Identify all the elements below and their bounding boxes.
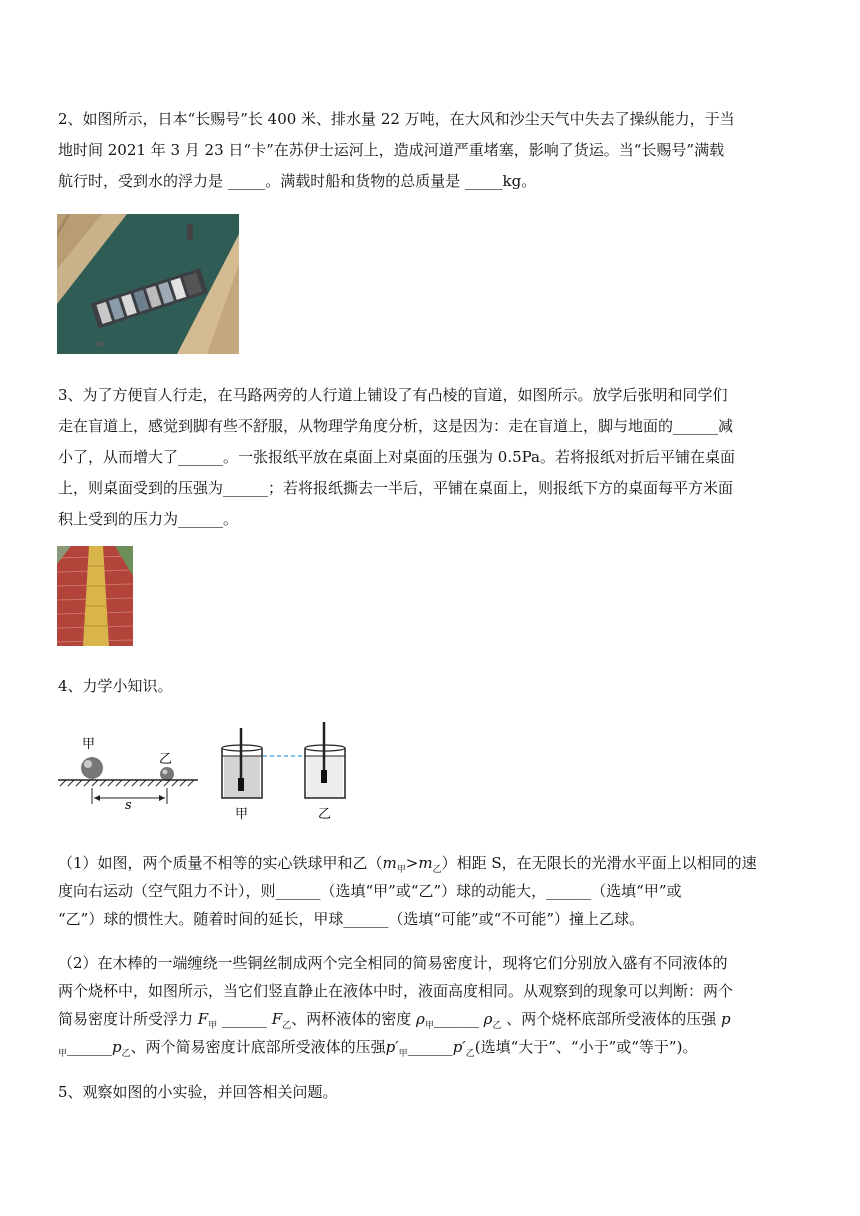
ball-a-label: 甲 bbox=[82, 737, 96, 752]
ball-b-label: 乙 bbox=[159, 752, 173, 767]
q4-part2-line3: 简易密度计所受浮力 $F_甲$ ______ $F_乙$、两杯液体的密度 $\rho_甲\_\_\_\_\_\_$ $\rho_乙$ 、两个烧杯底部所受液体的压强 p bbox=[58, 1010, 731, 1031]
q3-line1: 3、为了方便盲人行走，在马路两旁的人行道上铺设了有凸棱的盲道，如图所示。放学后张明和同学们 bbox=[58, 386, 728, 404]
q2-line2: 地时间 2021 年 3 月 23 日“卡”在苏伊士运河上，造成河道严重堵塞，影响了货运。当“长赐号”满载 bbox=[58, 141, 725, 159]
ship-photo bbox=[57, 214, 239, 354]
q4-part1-line2: 度向右运动（空气阻力不计），则______（选填“甲”或“乙”）球的动能大，______（选填“甲”或 bbox=[58, 882, 682, 900]
q4-part1-line3: “乙”）球的惯性大。随着时间的延长，甲球______（选填“可能”或“不可能”）撞上乙球。 bbox=[58, 910, 645, 928]
q4-part2-line1: （2）在木棒的一端缠绕一些铜丝制成两个完全相同的简易密度计，现将它们分别放入盛有不同液体的 bbox=[58, 954, 728, 972]
q4-figure bbox=[58, 718, 368, 824]
q4-part2-line2: 两个烧杯中，如图所示，当它们竖直静止在液体中时，液面高度相同。从观察到的现象可以判断：两个 bbox=[58, 982, 734, 1000]
q4-title: 4、力学小知识。 bbox=[58, 677, 173, 695]
q4-part1-line1: （1）如图，两个质量不相等的实心铁球甲和乙$(m_甲>m_乙)$相距 S，在无限长的光滑水平面上以相同的速 bbox=[58, 854, 757, 875]
q2-line1: 2、如图所示，日本“长赐号”长 400 米、排水量 22 万吨，在大风和沙尘天气中失去了操纵能力，于当 bbox=[58, 110, 735, 128]
q3-line5: 积上受到的压力为______。 bbox=[58, 510, 239, 528]
ball-a bbox=[81, 757, 103, 779]
q2-line3: 航行时，受到水的浮力是 _____。满载时船和货物的总质量是 _____kg。 bbox=[58, 172, 537, 190]
tactile-path-photo bbox=[57, 546, 133, 646]
beaker-b-label: 乙 bbox=[318, 807, 332, 822]
distance-label: s bbox=[125, 798, 132, 813]
q4-part2-line4: $_甲\_\_\_\_\_\_p_乙$、两个简易密度计底部所受液体的压强$p'_甲\_\_\_\_\_\_p'_乙$(选填“大于”、“小于”或“等于”)。 bbox=[58, 1038, 698, 1059]
q3-line4: 上，则桌面受到的压强为______；若将报纸撕去一半后，平铺在桌面上，则报纸下方的桌面每平方米面 bbox=[58, 479, 734, 497]
q3-line3: 小了，从而增大了______。一张报纸平放在桌面上对桌面的压强为 0.5Pa。若将报纸对折后平铺在桌面 bbox=[58, 448, 735, 466]
beaker-a-label: 甲 bbox=[235, 807, 249, 822]
q3-line2: 走在盲道上，感觉到脚有些不舒服，从物理学角度分析，这是因为：走在盲道上，脚与地面的______减 bbox=[58, 417, 734, 435]
q5-title: 5、观察如图的小实验，并回答相关问题。 bbox=[58, 1083, 338, 1101]
ball-b bbox=[160, 767, 174, 781]
